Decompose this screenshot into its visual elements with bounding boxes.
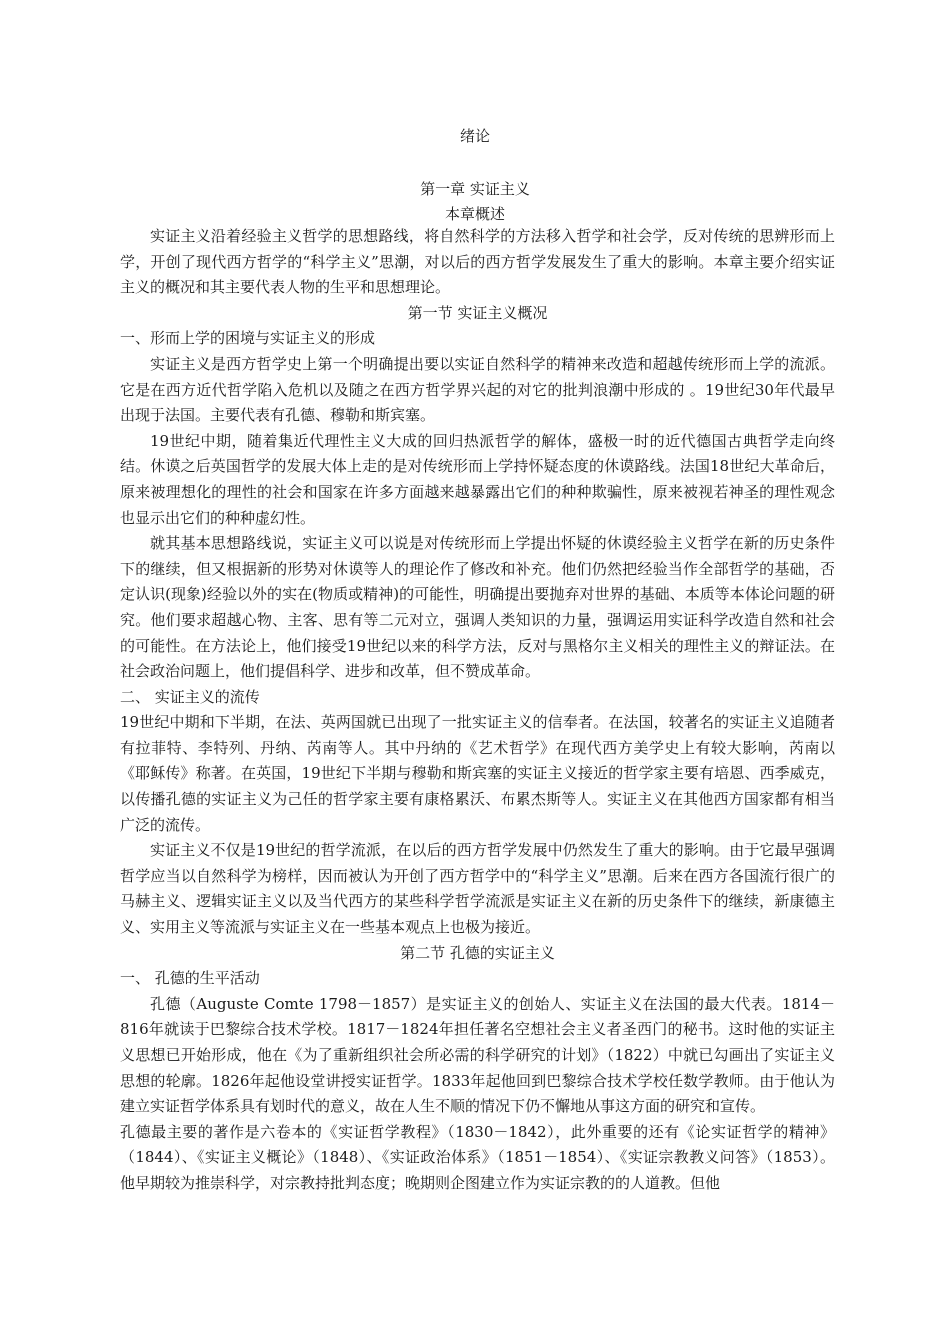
section2-title: 第二节 孔德的实证主义 — [400, 943, 555, 962]
section2-heading1: 一、 孔德的生平活动 — [120, 969, 260, 988]
intro-title: 绪论 — [459, 127, 490, 145]
section1-heading2: 二、 实证主义的流传 — [120, 687, 260, 706]
section2-paragraph2: 孔德最主要的著作是六卷本的《实证哲学教程》（1830－1842），此外重要的还有《论实证哲学的精神》（1844）、《实证主义概论》（1848）、《实证政治体系》（1851－1854）、《实证宗教教义问答》（1853）。他早期较为推崇科学，对宗教持批判态度；晚期则企图建立作为实证宗教的的人道教。但他 — [120, 1122, 835, 1192]
overview-paragraph: 实证主义沿着经验主义哲学的思想路线，将自然科学的方法移入哲学和社会学，反对传统的思辨形而上学，开创了现代西方哲学的“科学主义”思潮，对以后的西方哲学发展发生了重大的影响。本章主要介绍实证主义的概况和其主要代表人物的生平和思想理论。 — [120, 227, 835, 297]
section1-paragraph2: 19世纪中期，随着集近代理性主义大成的回归热派哲学的解体，盛极一时的近代德国古典哲学走向终结。休谟之后英国哲学的发展大体上走的是对传统形而上学持怀疑态度的休谟路线。法国18世纪大革命后，原来被理想化的理性的社会和国家在许多方面越来越暴露出它们的种种欺骗性，原来被视若神圣的理性观念也显示出它们的种种虚幻性。 — [120, 431, 835, 527]
section1-paragraph4: 19世纪中期和下半期，在法、英两国就已出现了一批实证主义的信奉者。在法国，较著名的实证主义追随者有拉菲特、李特列、丹纳、芮南等人。其中丹纳的《艺术哲学》在现代西方美学史上有较大影响，芮南以《耶稣传》称著。在英国，19世纪下半期与穆勒和斯宾塞的实证主义接近的哲学家主要有培恩、西季威克，以传播孔德的实证主义为己任的哲学家主要有康格累沃、布累杰斯等人。实证主义在其他西方国家都有相当广泛的流传。 — [120, 713, 835, 834]
chapter-overview-heading: 本章概述 — [444, 205, 505, 223]
section1-paragraph1: 实证主义是西方哲学史上第一个明确提出要以实证自然科学的精神来改造和超越传统形而上学的流派。它是在西方近代哲学陷入危机以及随之在西方哲学界兴起的对它的批判浪潮中形成的 。19世纪30年代最早出现于法国。主要代表有孔德、穆勒和斯宾塞。 — [120, 354, 835, 425]
section1-paragraph3: 就其基本思想路线说，实证主义可以说是对传统形而上学提出怀疑的休谟经验主义哲学在新的历史条件下的继续，但又根据新的形势对休谟等人的理论作了修改和补充。他们仍然把经验当作全部哲学的基础，否定认识(现象)经验以外的实在(物质或精神)的可能性，明确提出要抛弃对世界的基础、本质等本体论问题的研究。他们要求超越心物、主客、思有等二元对立，强调人类知识的力量，强调运用实证科学改造自然和社会的可能性。在方法论上，他们接受19世纪以来的科学方法，反对与黑格尔主义相关的理性主义的辩证法。在社会政治问题上，他们提倡科学、进步和改革，但不赞成革命。 — [120, 534, 835, 681]
section1-heading1: 一、形而上学的困境与实证主义的形成 — [120, 329, 376, 348]
section1-paragraph5: 实证主义不仅是19世纪的哲学流派，在以后的西方哲学发展中仍然发生了重大的影响。由于它最早强调哲学应当以自然科学为榜样，因而被认为开创了西方哲学中的“科学主义”思潮。后来在西方各国流行很广的马赫主义、逻辑实证主义以及当代西方的某些科学哲学流派是实证主义在新的历史条件下的继续，新康德主义、实用主义等流派与实证主义在一些基本观点上也极为接近。 — [120, 841, 835, 937]
section2-paragraph1: 孔德（Auguste Comte 1798－1857）是实证主义的创始人、实证主义在法国的最大代表。1814－816年就读于巴黎综合技术学校。1817－1824年担任著名空想社会主义者圣西门的秘书。这时他的实证主义思想已开始形成，他在《为了重新组织社会所必需的科学研究的计划》（1822）中就已勾画出了实证主义思想的轮廓。1826年起他设堂讲授实证哲学。1833年起他回到巴黎综合技术学校任数学教师。由于他认为建立实证哲学体系具有划时代的意义，故在人生不顺的情况下仍不懈地从事这方面的研究和宣传。 — [120, 994, 835, 1116]
section1-title: 第一节 实证主义概况 — [407, 303, 548, 322]
body-text — [120, 224, 835, 1197]
chapter-title: 第一章 实证主义 — [420, 180, 530, 198]
